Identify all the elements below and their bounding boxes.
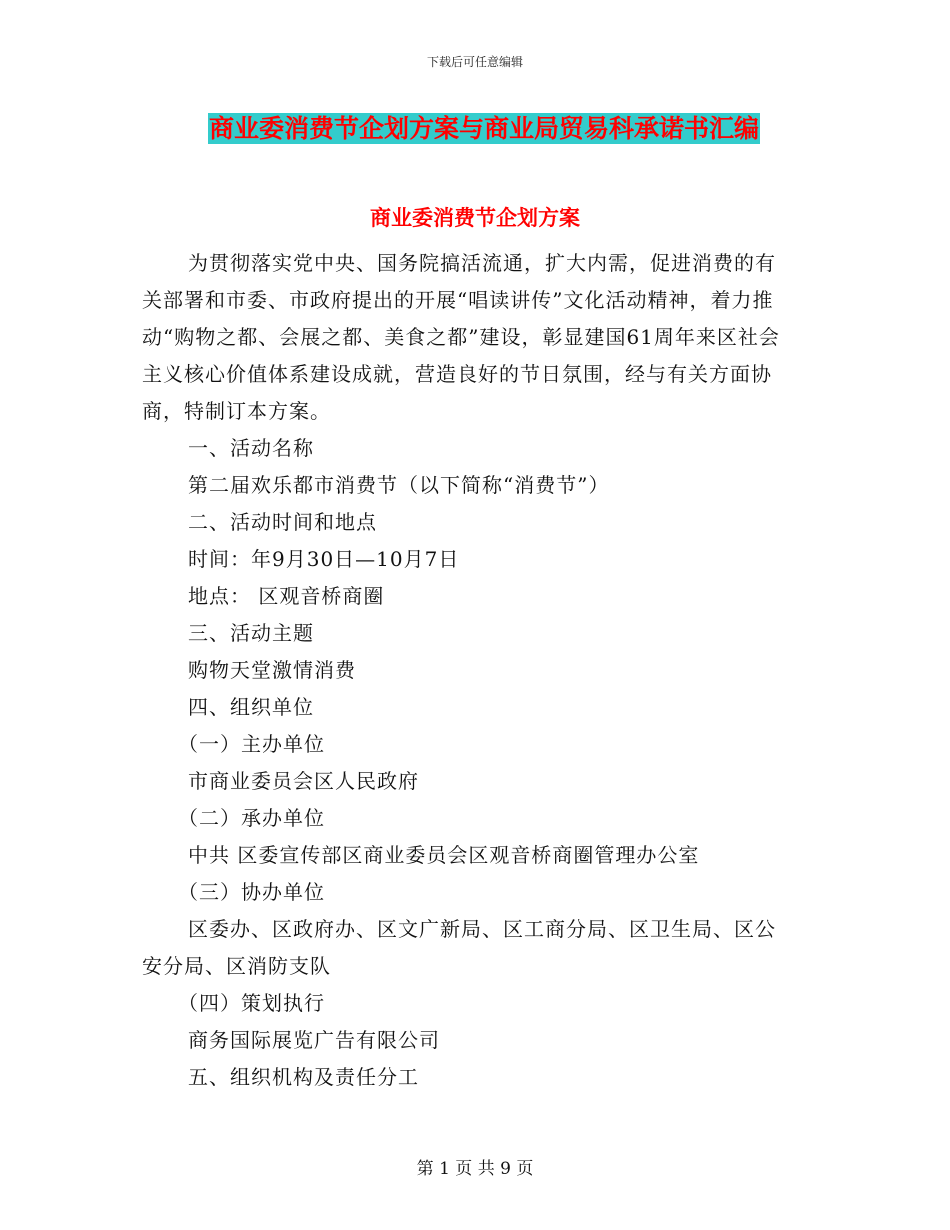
sub-title: 商业委消费节企划方案 — [370, 206, 580, 230]
subsection-content: 市商业委员会区人民政府 — [188, 769, 419, 793]
subsection-heading: （四）策划执行 — [178, 991, 325, 1015]
section-heading: 二、活动时间和地点 — [188, 510, 377, 534]
page-number: 第 1 页 共 9 页 — [416, 1159, 534, 1179]
intro-paragraph: 为贯彻落实党中央、国务院搞活流通，扩大内需，促进消费的有关部署和市委、市政府提出的开展“唱读讲传”文化活动精神，着力推动“购物之都、会展之都、美食之都”建设，彰显建国61周年来区社会主义核心价值体系建设成就，营造良好的节日氛围，经与有关方面协商，特制订本方案。 — [142, 251, 780, 423]
subsection-content: 区委办、区政府办、区文广新局、区工商分局、区卫生局、区公安分局、区消防支队 — [142, 917, 776, 978]
subsection-content: 商务国际展览广告有限公司 — [188, 1028, 440, 1052]
event-time: 时间：年9月30日—10月7日 — [188, 547, 460, 571]
subsection-content: 中共 区委宣传部区商业委员会区观音桥商圈管理办公室 — [188, 843, 700, 867]
section-heading: 三、活动主题 — [188, 621, 314, 645]
main-title: 商业委消费节企划方案与商业局贸易科承诺书汇编 — [209, 114, 760, 143]
document-body — [142, 245, 796, 1096]
subsection-heading: （三）协办单位 — [178, 880, 325, 904]
section-heading: 四、组织单位 — [188, 695, 314, 719]
subsection-heading: （二）承办单位 — [178, 806, 325, 830]
subsection-heading: （一）主办单位 — [178, 732, 325, 756]
section-heading: 一、活动名称 — [188, 436, 314, 460]
header-note: 下载后可任意编辑 — [426, 55, 523, 69]
section-content: 第二届欢乐都市消费节（以下简称“消费节”） — [188, 473, 610, 497]
event-place: 地点： 区观音桥商圈 — [188, 584, 385, 608]
section-content: 购物天堂激情消费 — [188, 658, 356, 682]
section-heading: 五、组织机构及责任分工 — [188, 1065, 419, 1089]
